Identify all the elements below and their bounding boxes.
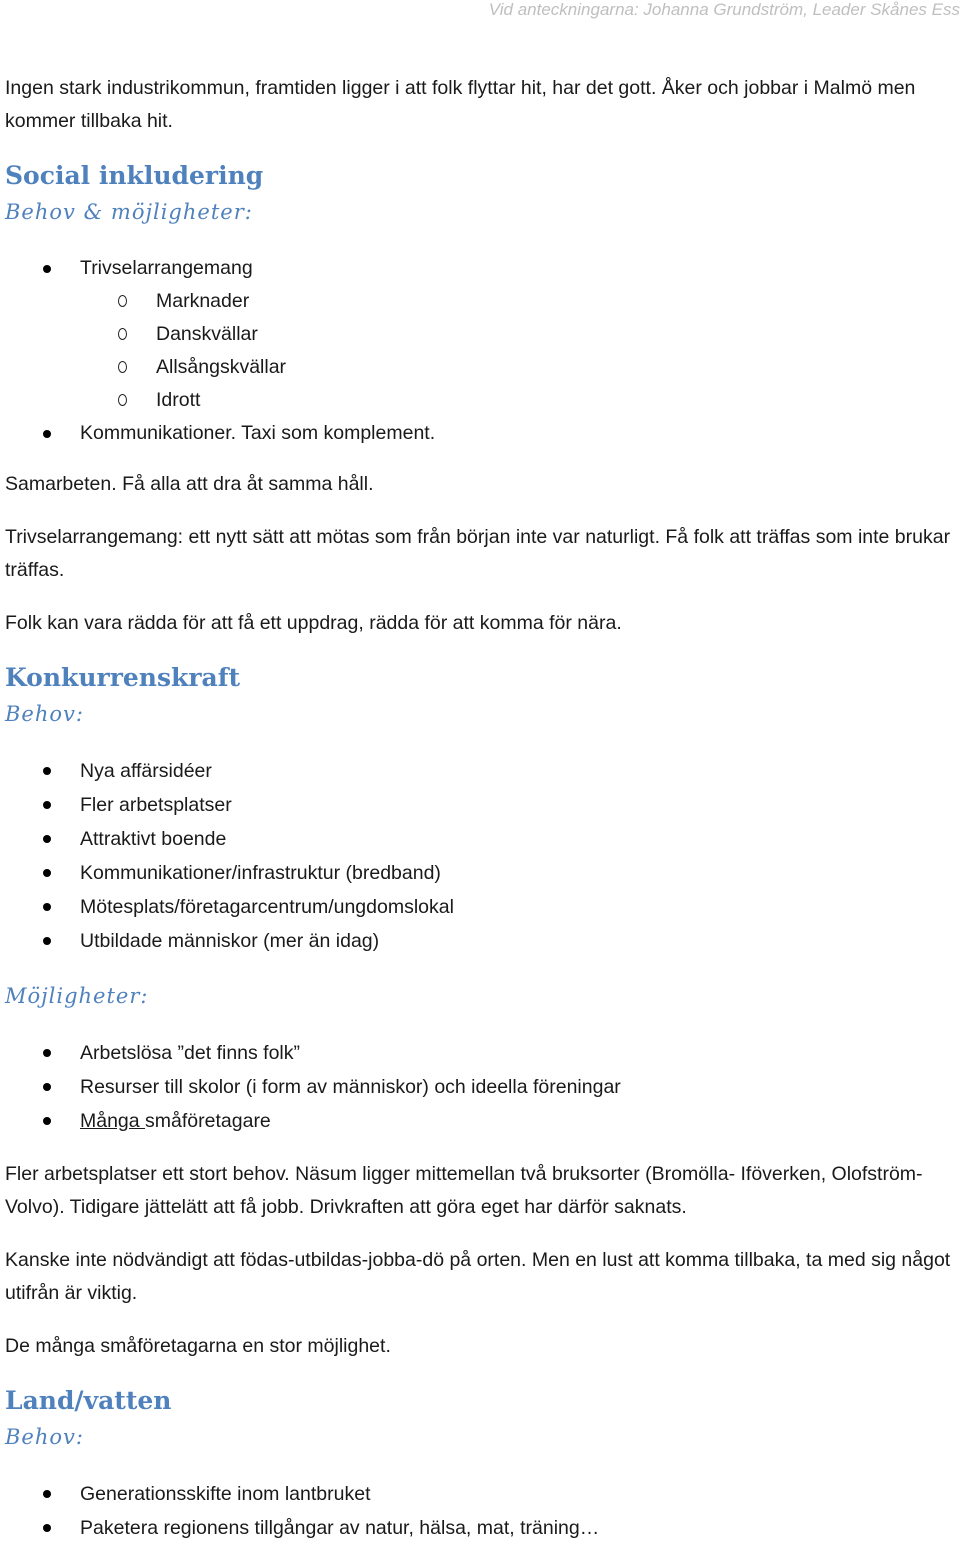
section-heading-land: Land/vatten [5, 1386, 172, 1415]
paragraph: Folk kan vara rädda för att få ett uppdrag, rädda för att komma för nära. [5, 612, 622, 634]
subheading-behov: Behov: [5, 702, 84, 726]
list-item: Attraktivt boende [5, 822, 955, 856]
paragraph: Trivselarrangemang: ett nytt sätt att mötas som från början inte var naturligt. Få folk att träffas som inte brukar träffas. [5, 526, 951, 581]
list-item: Mötesplats/företagarcentrum/ungdomslokal [5, 890, 955, 924]
bullet-icon [43, 265, 51, 273]
list-item: Arbetslösa ”det finns folk” [5, 1036, 955, 1070]
circle-bullet-icon [118, 361, 127, 373]
bullet-icon [43, 1049, 51, 1057]
section-heading-social: Social inkludering [5, 161, 264, 190]
paragraph: Kanske inte nödvändigt att födas-utbildas-jobba-dö på orten. Men en lust att komma tillbaka, ta med sig något utifrån är viktig. [5, 1249, 951, 1304]
land-behov-list [5, 1477, 955, 1545]
paragraph: Samarbeten. Få alla att dra åt samma håll. [5, 473, 374, 495]
list-item: Kommunikationer/infrastruktur (bredband) [5, 856, 955, 890]
sub-list-item: Idrott [5, 384, 955, 417]
page-header: Vid anteckningarna: Johanna Grundström, Leader Skånes Ess [488, 0, 960, 19]
list-item: Kommunikationer. Taxi som komplement. [5, 417, 955, 450]
circle-bullet-icon [118, 328, 127, 340]
list-item: Fler arbetsplatser [5, 788, 955, 822]
list-item: Trivselarrangemang [5, 252, 955, 285]
bullet-icon [43, 869, 51, 877]
paragraph: Fler arbetsplatser ett stort behov. Näsum ligger mittemellan två bruksorter (Bromölla- Iföverken, Olofström-Volvo). Tidigare jättelätt att få jobb. Drivkraften att göra eget har därför saknats. [5, 1163, 923, 1218]
document-body [5, 72, 955, 1565]
bullet-icon [43, 801, 51, 809]
sub-list-item: Marknader [5, 285, 955, 318]
konkurrens-mojligheter-list [5, 1036, 955, 1138]
bullet-icon [43, 903, 51, 911]
circle-bullet-icon [118, 295, 127, 307]
bullet-icon [43, 1117, 51, 1125]
list-item: Utbildade människor (mer än idag) [5, 924, 955, 958]
bullet-icon [43, 937, 51, 945]
bullet-icon [43, 1490, 51, 1498]
sub-list-item: Danskvällar [5, 318, 955, 351]
bullet-icon [43, 430, 51, 438]
bullet-icon [43, 1524, 51, 1532]
underlined-text: Många [80, 1110, 146, 1132]
section-heading-konkurrens: Konkurrenskraft [5, 663, 241, 692]
bullet-icon [43, 1083, 51, 1091]
list-item: Paketera regionens tillgångar av natur, hälsa, mat, träning… [5, 1511, 955, 1545]
circle-bullet-icon [118, 394, 127, 406]
subheading-mojligheter: Möjligheter: [5, 984, 149, 1008]
list-item: Generationsskifte inom lantbruket [5, 1477, 955, 1511]
bullet-icon [43, 835, 51, 843]
paragraph: De många småföretagarna en stor möjlighet. [5, 1335, 391, 1357]
list-item: Nya affärsidéer [5, 754, 955, 788]
list-item: Resurser till skolor (i form av människor) och ideella föreningar [5, 1070, 955, 1104]
subheading-behov-mojligheter: Behov & möjligheter: [5, 200, 253, 224]
bullet-icon [43, 767, 51, 775]
social-list [5, 252, 955, 450]
list-item: Många småföretagare [5, 1104, 955, 1138]
sub-list-item: Allsångskvällar [5, 351, 955, 384]
subheading-behov: Behov: [5, 1425, 84, 1449]
intro-paragraph: Ingen stark industrikommun, framtiden ligger i att folk flyttar hit, har det gott. Åker och jobbar i Malmö men kommer tillbaka hit. [5, 77, 916, 132]
konkurrens-behov-list [5, 754, 955, 958]
